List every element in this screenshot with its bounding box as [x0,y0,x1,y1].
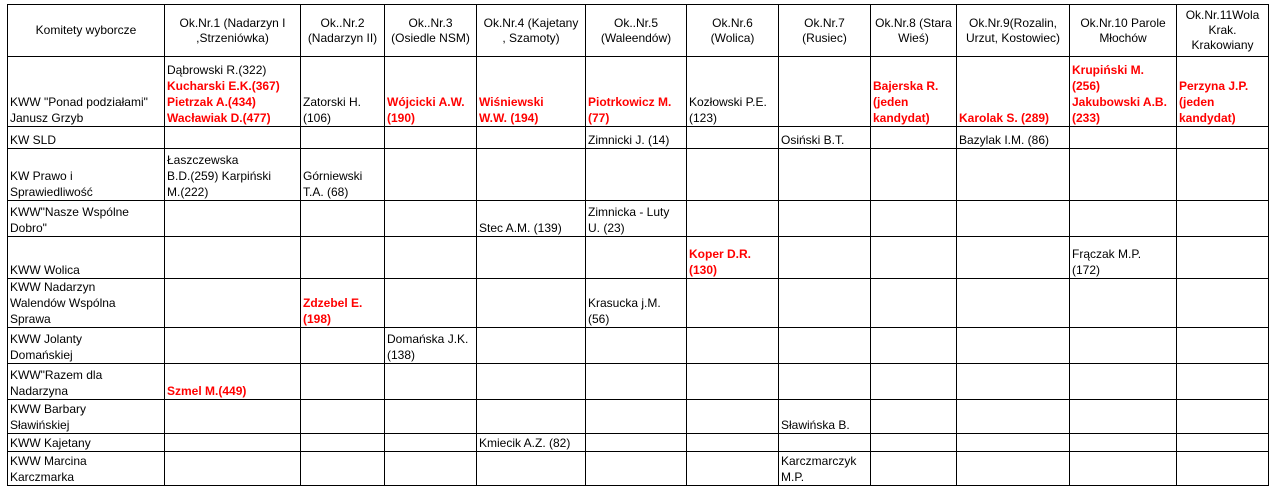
candidate-cell [165,364,301,400]
candidate-cell [871,364,957,400]
elected-candidate: (198) [303,312,332,326]
candidate-cell [165,201,301,237]
committee-name: KWW"Razem dla [10,368,103,382]
candidate-cell [385,127,477,149]
candidate-cell [957,279,1070,328]
elected-candidate: Zdzebel E. [303,296,363,310]
candidate-cell [477,127,586,149]
candidate-cell [779,57,871,127]
committee-name-cell [8,434,165,452]
candidate-cell [165,237,301,279]
candidate-cell [957,400,1070,434]
elected-candidate: W.W. (194) [479,111,539,125]
candidate: Sławińska B. [781,418,850,432]
candidate-cell [1177,237,1269,279]
header-line: Komitety wyborcze [35,23,137,37]
candidate-cell [871,57,957,127]
table-row [8,237,1269,279]
candidate-cell [301,149,385,201]
header-district-2 [301,5,385,57]
header-district-7 [779,5,871,57]
candidate-cell [165,127,301,149]
candidate: Bazylak I.M. (86) [959,133,1050,147]
header-district-8 [871,5,957,57]
candidate-cell [385,434,477,452]
candidate-cell [779,434,871,452]
elected-candidate: (256) [1072,79,1101,93]
candidate: Zimnicki J. (14) [588,133,670,147]
candidate-cell [1070,127,1177,149]
candidate-cell [586,434,687,452]
committee-name: KWW Kajetany [10,436,91,450]
committee-name-cell [8,237,165,279]
candidate-cell [779,452,871,486]
header-line: Ok.Nr.9(Rozalin, [968,15,1058,30]
elected-candidate: (190) [387,111,416,125]
candidate-cell [1177,328,1269,364]
header-line: Ok..Nr.3 [408,15,453,30]
elected-candidate: Piotrkowicz M. [588,95,672,109]
table-row [8,452,1269,486]
candidate: (56) [588,312,610,326]
elected-candidate: Pietrzak A.(434) [167,95,256,109]
header-line: Ok.Nr.10 Parole [1080,15,1166,30]
committee-name-cell [8,149,165,201]
candidate-cell [385,279,477,328]
header-row [8,5,1269,57]
committee-name: Sprawa [10,312,51,326]
candidate-cell [586,452,687,486]
candidate-cell [1070,364,1177,400]
header-line: Ok..Nr.2 [320,15,365,30]
header-line: ,Strzeniówka) [196,30,269,45]
candidate-cell [385,364,477,400]
table-body [8,57,1269,486]
candidate-cell [779,364,871,400]
candidate: Górniewski [303,169,363,183]
header-line: Ok.Nr.4 (Kajetany [483,15,579,30]
candidate-cell [586,57,687,127]
candidate-cell [586,279,687,328]
candidate: Krasucka j.M. [588,296,661,310]
candidate-cell [1070,279,1177,328]
results-table [7,4,1269,486]
committee-name: KWW Jolanty [10,332,83,346]
candidate-cell [957,364,1070,400]
header-line: Ok.Nr.1 (Nadarzyn I [179,15,286,30]
header-district-4 [477,5,586,57]
table-row [8,149,1269,201]
elected-candidate: Koper D.R. [689,247,752,261]
header-line: (Osiedle NSM) [391,30,470,45]
candidate-cell [1070,328,1177,364]
committee-name: KWW Marcina [10,454,87,468]
candidate-cell [687,279,779,328]
header-line: Młochów [1099,30,1147,45]
table-row [8,279,1269,328]
committee-name: Walendów Wspólna [10,296,116,310]
elected-candidate: Kucharski E.K.(367) [167,79,280,93]
candidate-cell [957,57,1070,127]
elected-candidate: Karolak S. (289) [959,111,1050,125]
candidate-cell [301,452,385,486]
committee-name: KW SLD [10,133,57,147]
candidate-cell [385,57,477,127]
candidate-cell [687,452,779,486]
header-line: Ok.Nr.8 (Stara [875,15,952,30]
elected-candidate: Szmel M.(449) [167,384,247,398]
committee-name: Janusz Grzyb [10,111,84,125]
candidate: Dąbrowski R.(322) [167,63,267,77]
candidate-cell [1177,364,1269,400]
committee-name-cell [8,364,165,400]
candidate-cell [871,201,957,237]
candidate-cell [687,328,779,364]
candidate: Kmiecik A.Z. (82) [479,436,571,450]
candidate-cell [779,127,871,149]
committee-name: Karczmarka [10,470,75,484]
table-row [8,364,1269,400]
candidate-cell [871,279,957,328]
elected-candidate: kandydat) [1179,111,1236,125]
candidate-cell [1070,149,1177,201]
candidate-cell [957,127,1070,149]
candidate: B.D.(259) Karpiński [167,169,272,183]
candidate-cell [301,127,385,149]
candidate-cell [779,201,871,237]
candidate-cell [871,328,957,364]
committee-name: KWW Wolica [10,263,80,277]
candidate: U. (23) [588,221,625,235]
header-district-3 [385,5,477,57]
elected-candidate: kandydat) [873,111,930,125]
candidate-cell [1177,57,1269,127]
candidate-cell [1177,127,1269,149]
candidate-cell [1070,452,1177,486]
header-line: , Szamoty) [502,30,560,45]
header-line: (Waleendów) [600,30,672,45]
table-row [8,127,1269,149]
elected-candidate: Wacławiak D.(477) [167,111,271,125]
elected-candidate: Bajerska R. [873,79,939,93]
committee-name: Sławińskiej [10,418,70,432]
header-district-11 [1177,5,1269,57]
candidate-cell [779,279,871,328]
header-line: Ok.Nr.6 [712,15,753,30]
election-results-sheet [7,4,1269,486]
candidate-cell [586,364,687,400]
candidate-cell [687,237,779,279]
header-line: Urzut, Kostowiec) [965,30,1061,45]
committee-name: Domańskiej [10,348,73,362]
candidate: Zimnicka - Luty [588,205,670,219]
header-line: Ok..Nr.5 [613,15,658,30]
elected-candidate: (jeden [1179,95,1215,109]
candidate-cell [871,452,957,486]
candidate-cell [477,237,586,279]
elected-candidate: Perzyna J.P. [1179,79,1249,93]
candidate-cell [301,328,385,364]
candidate-cell [301,400,385,434]
candidate: Stec A.M. (139) [479,221,562,235]
committee-name: Sprawiedliwość [10,185,93,199]
candidate-cell [1177,400,1269,434]
header-line: Ok.Nr.11Wola [1185,8,1260,22]
candidate-cell [165,57,301,127]
candidate-cell [687,434,779,452]
header-district-6 [687,5,779,57]
candidate-cell [165,434,301,452]
committee-name: KWW Barbary [10,402,87,416]
table-row [8,201,1269,237]
committee-name-cell [8,279,165,328]
header-district-10 [1070,5,1177,57]
candidate-cell [586,400,687,434]
candidate-cell [687,364,779,400]
candidate-cell [477,57,586,127]
candidate-cell [871,237,957,279]
candidate-cell [871,127,957,149]
candidate: (123) [689,111,718,125]
candidate-cell [1177,201,1269,237]
candidate-cell [301,364,385,400]
candidate-cell [687,400,779,434]
elected-candidate: Wójcicki A.W. [387,95,465,109]
elected-candidate: Krupiński M. [1072,63,1145,77]
candidate-cell [477,452,586,486]
candidate-cell [1070,434,1177,452]
committee-name: Nadarzyna [10,384,69,398]
candidate-cell [165,452,301,486]
candidate-cell [385,328,477,364]
committee-name-cell [8,201,165,237]
committee-name: KWW"Nasze Wspólne [10,205,129,219]
candidate-cell [385,149,477,201]
candidate-cell [165,400,301,434]
candidate-cell [957,434,1070,452]
candidate-cell [957,452,1070,486]
candidate-cell [1177,434,1269,452]
candidate-cell [586,201,687,237]
header-district-9 [957,5,1070,57]
candidate-cell [477,364,586,400]
candidate-cell [385,237,477,279]
candidate-cell [586,149,687,201]
header-district-1 [165,5,301,57]
candidate: Karczmarczyk [781,454,857,468]
candidate-cell [1177,452,1269,486]
candidate-cell [957,201,1070,237]
candidate-cell [477,400,586,434]
committee-name-cell [8,57,165,127]
header-district-5 [586,5,687,57]
candidate-cell [1177,149,1269,201]
header-line: Wieś) [898,30,929,45]
candidate-cell [385,400,477,434]
candidate-cell [586,328,687,364]
committee-name: KWW Nadarzyn [10,280,96,294]
candidate-cell [477,201,586,237]
candidate: Kozłowski P.E. [689,95,767,109]
candidate: M.(222) [167,185,209,199]
elected-candidate: (77) [588,111,610,125]
candidate-cell [871,434,957,452]
candidate-cell [957,328,1070,364]
candidate-cell [779,149,871,201]
committee-name: Dobro" [10,221,47,235]
committee-name: KW Prawo i [10,169,73,183]
candidate: Frączak M.P. [1072,247,1142,261]
candidate-cell [301,279,385,328]
candidate-cell [477,149,586,201]
candidate-cell [687,57,779,127]
candidate-cell [957,237,1070,279]
candidate-cell [385,201,477,237]
elected-candidate: (130) [689,263,718,277]
candidate-cell [687,201,779,237]
table-row [8,434,1269,452]
candidate-cell [165,149,301,201]
candidate-cell [165,279,301,328]
candidate-cell [586,237,687,279]
elected-candidate: Wiśniewski [479,95,544,109]
committee-name-cell [8,400,165,434]
committee-name-cell [8,328,165,364]
candidate-cell [871,149,957,201]
candidate: M.P. [781,470,805,484]
candidate-cell [687,127,779,149]
candidate-cell [779,328,871,364]
candidate-cell [1070,201,1177,237]
candidate-cell [1070,57,1177,127]
candidate-cell [301,201,385,237]
candidate-cell [1070,400,1177,434]
candidate-cell [477,279,586,328]
candidate-cell [477,434,586,452]
committee-name-cell [8,127,165,149]
candidate-cell [1070,237,1177,279]
candidate-cell [586,127,687,149]
elected-candidate: Jakubowski A.B. [1072,95,1167,109]
header-line: (Wolica) [710,30,755,45]
header-line: Ok.Nr.7 [804,15,845,30]
candidate-cell [687,149,779,201]
committee-name-cell [8,452,165,486]
candidate-cell [1177,279,1269,328]
elected-candidate: (233) [1072,111,1101,125]
candidate-cell [165,328,301,364]
candidate-cell [779,237,871,279]
candidate-cell [385,452,477,486]
candidate: (138) [387,348,416,362]
candidate: (106) [303,111,332,125]
candidate-cell [871,400,957,434]
header-line: (Rusiec) [802,30,847,45]
candidate: (172) [1072,263,1101,277]
candidate-cell [301,434,385,452]
table-row [8,400,1269,434]
candidate-cell [477,328,586,364]
candidate-cell [957,149,1070,201]
candidate: T.A. (68) [303,185,349,199]
table-row [8,57,1269,127]
header-line: (Nadarzyn II) [307,30,378,45]
header-committees [8,5,165,57]
candidate: Zatorski H. [303,95,362,109]
candidate-cell [779,400,871,434]
candidate: Domańska J.K. [387,332,469,346]
table-row [8,328,1269,364]
header-line: Krakowiany [1191,38,1254,52]
candidate: Osiński B.T. [781,133,845,147]
committee-name: KWW "Ponad podziałami" [10,95,148,109]
elected-candidate: (jeden [873,95,909,109]
header-line: Krak. [1208,23,1237,37]
candidate: Łaszczewska [167,153,239,167]
candidate-cell [301,237,385,279]
candidate-cell [301,57,385,127]
